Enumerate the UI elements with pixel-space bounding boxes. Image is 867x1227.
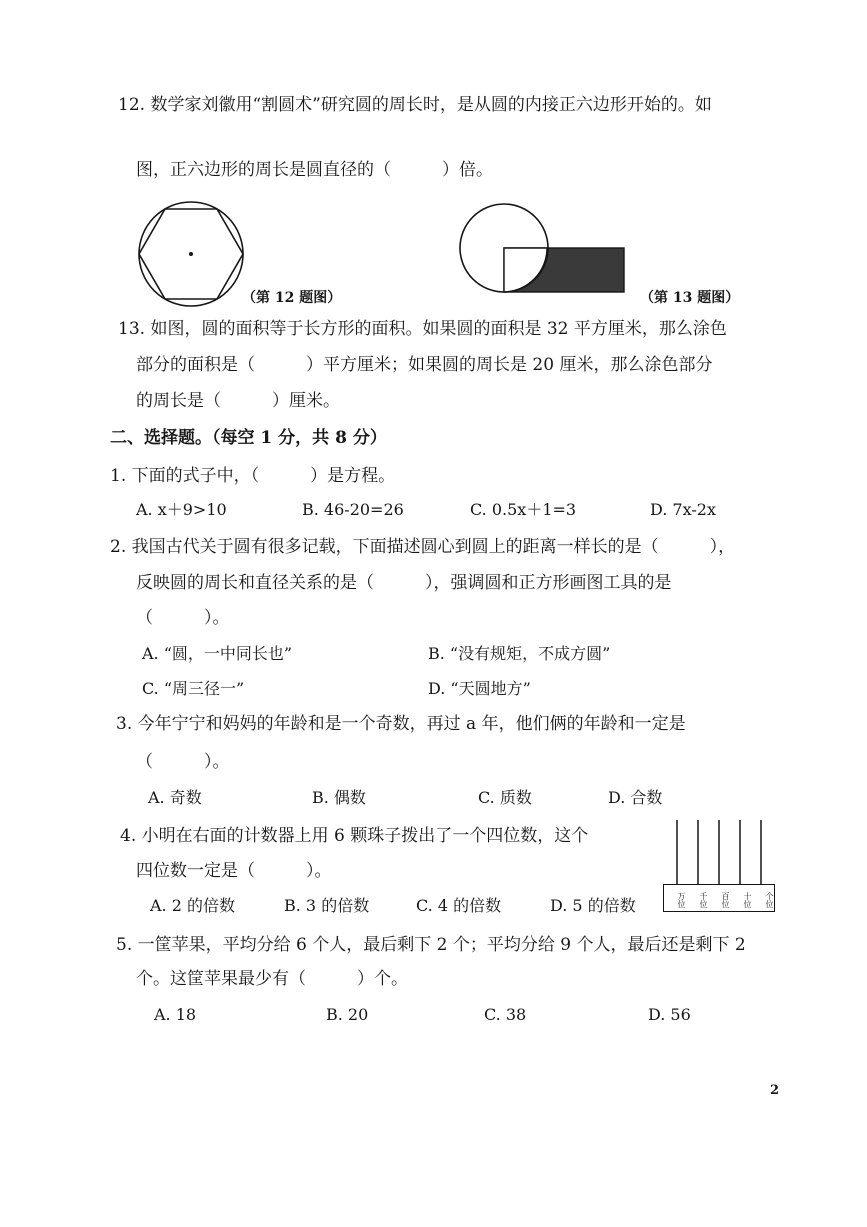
abacus-label-wan: 万位 — [677, 891, 686, 908]
figure-12-caption: （第 12 题图） — [242, 290, 342, 306]
c4-option-a: A. 2 的倍数 — [150, 896, 235, 915]
q12-line2: 图，正六边形的周长是圆直径的（ ）倍。 — [136, 160, 493, 180]
c1-stem: 1. 下面的式子中，（ ）是方程。 — [110, 466, 396, 486]
abacus-label-shi: 十位 — [743, 891, 752, 908]
abacus-rods — [663, 818, 775, 886]
c2-line2: 反映圆的周长和直径关系的是（ ），强调圆和正方形画图工具的是 — [136, 573, 672, 593]
c1-option-b: B. 46-20=26 — [302, 500, 404, 519]
c5-option-c: C. 38 — [484, 1005, 527, 1024]
c2-option-c: C. “周三径一” — [142, 679, 245, 698]
q13-line1: 13. 如图，圆的面积等于长方形的面积。如果圆的面积是 32 平方厘米，那么涂色 — [118, 319, 727, 339]
c5-option-b: B. 20 — [326, 1005, 369, 1024]
q13-line2: 部分的面积是（ ）平方厘米；如果圆的周长是 20 厘米，那么涂色部分 — [136, 355, 713, 375]
abacus-label-ge: 个位 — [765, 891, 774, 908]
c2-option-a: A. “圆，一中同长也” — [142, 644, 293, 663]
c2-line3: （ ）。 — [136, 608, 230, 628]
section2-heading: 二、选择题。（每空 1 分，共 8 分） — [110, 428, 387, 448]
c2-option-b: B. “没有规矩，不成方圆” — [428, 644, 611, 663]
c3-option-c: C. 质数 — [478, 788, 532, 807]
c4-option-b: B. 3 的倍数 — [284, 896, 370, 915]
figure-12-hexagon-in-circle — [137, 195, 247, 315]
abacus-base — [663, 884, 775, 912]
c3-option-d: D. 合数 — [608, 788, 663, 807]
abacus-label-qian: 千位 — [699, 891, 708, 908]
c4-option-c: C. 4 的倍数 — [416, 896, 502, 915]
c1-option-d: D. 7x-2x — [650, 500, 716, 519]
figure-13-caption: （第 13 题图） — [640, 290, 740, 306]
c4-option-d: D. 5 的倍数 — [550, 896, 636, 915]
abacus-counter — [663, 818, 775, 912]
page-number: 2 — [770, 1083, 780, 1098]
c2-line1: 2. 我国古代关于圆有很多记载，下面描述圆心到圆上的距离一样长的是（ ）， — [110, 537, 736, 557]
q13-line3: 的周长是（ ）厘米。 — [136, 391, 340, 411]
c5-option-d: D. 56 — [648, 1005, 691, 1024]
c3-option-b: B. 偶数 — [312, 788, 366, 807]
c5-line1: 5. 一筐苹果，平均分给 6 个人，最后剩下 2 个；平均分给 9 个人，最后还是剩下 2 — [116, 935, 746, 955]
c3-line2: （ ）。 — [136, 752, 230, 772]
c1-option-a: A. x＋9>10 — [136, 500, 227, 519]
c5-option-a: A. 18 — [154, 1005, 197, 1024]
figure-13-circle-rectangle — [460, 200, 630, 300]
q12-line1: 12. 数学家刘徽用“割圆术”研究圆的周长时，是从圆的内接正六边形开始的。如 — [118, 95, 712, 115]
c2-option-d: D. “天圆地方” — [428, 679, 531, 698]
c3-option-a: A. 奇数 — [148, 788, 202, 807]
c3-line1: 3. 今年宁宁和妈妈的年龄和是一个奇数，再过 a 年，他们俩的年龄和一定是 — [116, 714, 686, 734]
c1-option-c: C. 0.5x＋1=3 — [470, 500, 577, 519]
c4-line1: 4. 小明在右面的计数器上用 6 颗珠子拨出了一个四位数，这个 — [120, 826, 589, 846]
abacus-label-bai: 百位 — [721, 891, 730, 908]
c4-line2: 四位数一定是（ ）。 — [136, 861, 332, 881]
c5-line2: 个。这筐苹果最少有（ ）个。 — [136, 969, 408, 989]
